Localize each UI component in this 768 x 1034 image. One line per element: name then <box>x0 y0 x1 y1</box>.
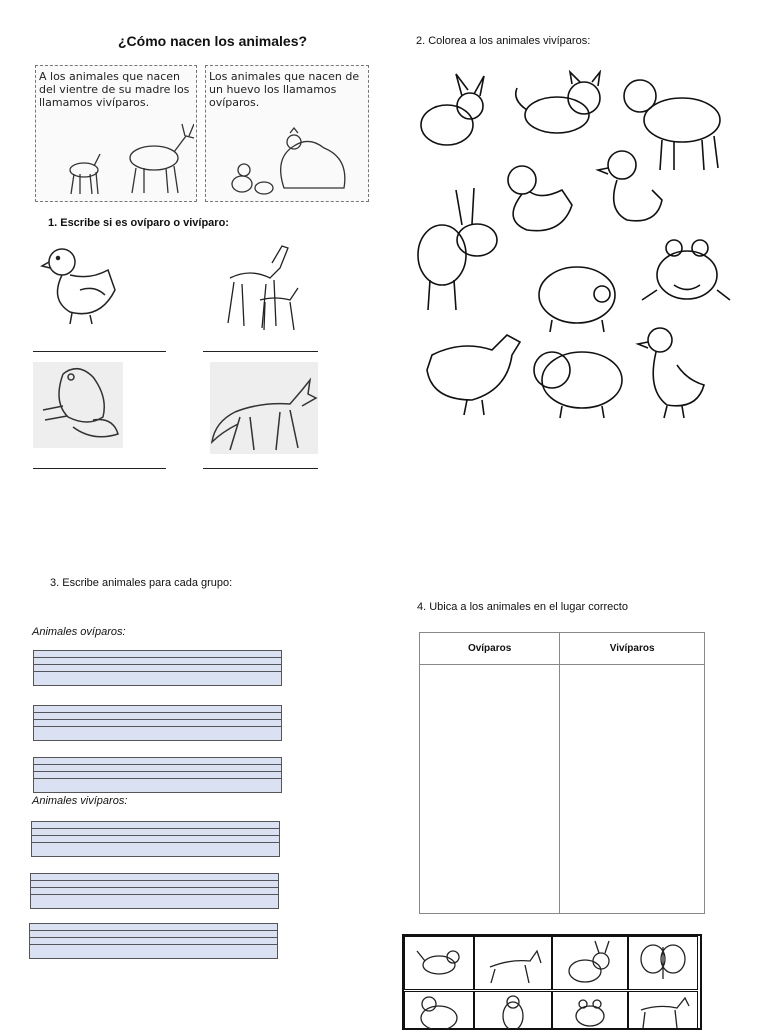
rabbit-drawing <box>421 74 484 145</box>
butterfly-cutout[interactable] <box>628 936 698 990</box>
hen-and-chicks-illustration <box>214 118 364 198</box>
oviparos-writing-line-3[interactable] <box>33 757 282 793</box>
q1-answer-line-2[interactable] <box>203 351 318 352</box>
rabbit-cutout[interactable] <box>552 936 628 990</box>
oviparos-writing-line-2[interactable] <box>33 705 282 741</box>
chick-drawing <box>508 166 572 231</box>
goat-drawing <box>624 80 720 170</box>
donkey-drawing <box>418 188 497 310</box>
animal-cutout-grid <box>402 934 702 1030</box>
horse-cutout[interactable] <box>628 991 698 1030</box>
pig-drawing <box>539 267 615 332</box>
oviparos-writing-line-1[interactable] <box>33 650 282 686</box>
oviparos-heading: Animales ovíparos: <box>32 626 126 638</box>
duck-drawing <box>638 328 704 418</box>
q1-answer-line-1[interactable] <box>33 351 166 352</box>
viviparos-writing-line-1[interactable] <box>31 821 280 857</box>
fox-image <box>210 362 318 454</box>
chick-image <box>40 240 120 325</box>
viviparos-intro-text: A los animales que nacen del vientre de su madre los llamamos vivíparos. <box>39 70 190 109</box>
viviparos-writing-line-2[interactable] <box>30 873 279 909</box>
viviparos-drop-area[interactable] <box>560 665 705 914</box>
hen-drawing <box>427 335 520 415</box>
cat-drawing <box>516 72 600 133</box>
viviparos-column-header: Vivíparos <box>560 633 705 665</box>
bird-cutout[interactable] <box>404 936 474 990</box>
q3-label: 3. Escribe animales para cada grupo: <box>50 577 233 589</box>
frog-drawing <box>642 240 730 300</box>
sheep-drawing <box>534 352 622 418</box>
sorting-table <box>419 632 705 914</box>
oviparos-intro-box <box>205 65 369 202</box>
fox-cutout[interactable] <box>474 936 552 990</box>
horses-image <box>210 238 305 333</box>
q1-answer-line-4[interactable] <box>203 468 318 469</box>
q2-label: 2. Colorea a los animales vivíparos: <box>416 35 591 47</box>
page-title: ¿Cómo nacen los animales? <box>118 33 308 49</box>
frog-cutout[interactable] <box>552 991 628 1030</box>
oviparos-drop-area[interactable] <box>420 665 560 914</box>
penguin-cutout[interactable] <box>474 991 552 1030</box>
viviparos-writing-line-3[interactable] <box>29 923 278 959</box>
coloring-animals-illustration <box>412 70 732 430</box>
duckling-drawing <box>598 151 662 221</box>
q1-label: 1. Escribe si es ovíparo o vivíparo: <box>48 217 229 229</box>
q4-label: 4. Ubica a los animales en el lugar correcto <box>417 601 628 613</box>
q1-answer-line-3[interactable] <box>33 468 166 469</box>
viviparos-intro-box <box>35 65 197 202</box>
frog-image <box>33 362 123 448</box>
deer-family-illustration <box>44 118 194 198</box>
viviparos-heading: Animales vivíparos: <box>32 795 128 807</box>
oviparos-intro-text: Los animales que nacen de un huevo los llamamos ovíparos. <box>209 70 360 109</box>
oviparos-column-header: Ovíparos <box>420 633 560 665</box>
bear-cutout[interactable] <box>404 991 474 1030</box>
